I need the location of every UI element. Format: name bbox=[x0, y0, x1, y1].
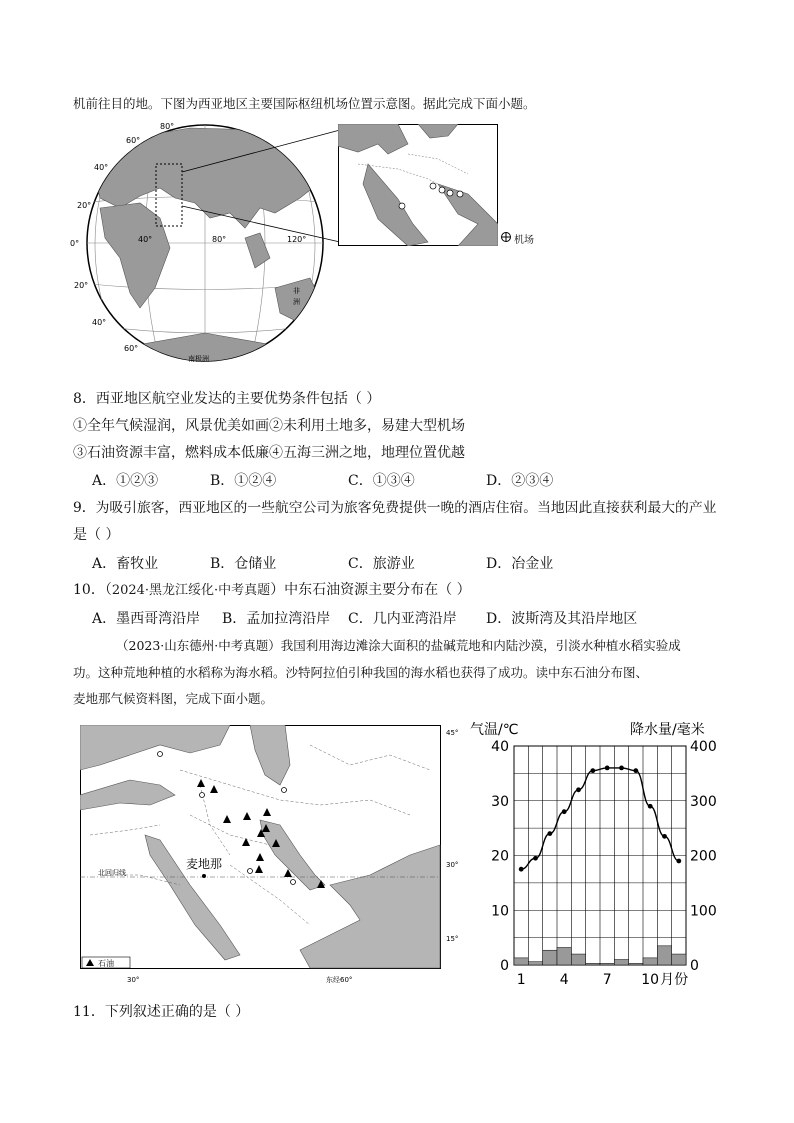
airport-legend-label: 机场 bbox=[514, 235, 534, 246]
q11-stem: 11．下列叙述正确的是（ ） bbox=[73, 1004, 250, 1020]
svg-text:30°: 30° bbox=[446, 861, 459, 869]
medina-label: 麦地那 bbox=[186, 857, 223, 871]
x-tick-label: 4 bbox=[559, 972, 569, 988]
temp-point-12 bbox=[676, 859, 681, 864]
passage-line1: （2023·山东德州·中考真题）我国利用海边滩涂大面积的盐碱荒地和内陆沙漠，引淡水种植水稻实验成 bbox=[116, 638, 681, 653]
q9-option-b[interactable]: B．仓储业 bbox=[210, 556, 277, 572]
chart-left-axis-label: 气温/℃ bbox=[470, 722, 519, 738]
temp-point-3 bbox=[547, 831, 552, 836]
airport-icon bbox=[500, 231, 512, 243]
q8-line2: ③石油资源丰富，燃料成本低廉④五海三洲之地，地理位置优越 bbox=[73, 445, 465, 461]
q9-option-d[interactable]: D．冶金业 bbox=[486, 556, 554, 572]
svg-text:80°: 80° bbox=[212, 235, 227, 244]
precip-bar-9 bbox=[629, 963, 643, 965]
globe-lon-label: 80° bbox=[160, 122, 175, 131]
left-tick-label: 40 bbox=[491, 739, 509, 755]
left-tick-label: 10 bbox=[491, 903, 509, 920]
q9-stem: 9．为吸引旅客，西亚地区的一些航空公司为旅客免费提供一晚的酒店住宿。当地因此直接获利最大的产业 bbox=[73, 500, 717, 516]
precip-bar-6 bbox=[586, 963, 600, 965]
right-tick-label: 300 bbox=[690, 793, 717, 810]
mideast-oil-map bbox=[80, 725, 470, 987]
svg-text:60°: 60° bbox=[124, 344, 139, 353]
precip-bar-1 bbox=[514, 958, 528, 965]
left-tick-label: 30 bbox=[491, 793, 509, 810]
q8-line1: ①全年气候湿润，风景优美如画②未利用土地多，易建大型机场 bbox=[73, 418, 465, 434]
precip-bar-12 bbox=[672, 954, 686, 965]
medina-climate-chart bbox=[470, 712, 730, 997]
intro-text: 机前往目的地。下图为西亚地区主要国际枢纽机场位置示意图。据此完成下面小题。 bbox=[73, 96, 536, 111]
q10-option-a[interactable]: A．墨西哥湾沿岸 bbox=[92, 611, 201, 627]
q10-option-d[interactable]: D．波斯湾及其沿岸地区 bbox=[486, 611, 638, 627]
svg-text:20°: 20° bbox=[74, 281, 89, 290]
precip-bar-10 bbox=[643, 958, 657, 965]
svg-text:0°: 0° bbox=[70, 239, 80, 248]
svg-text:洲: 洲 bbox=[293, 298, 300, 306]
x-tick-label: 1 bbox=[516, 972, 526, 988]
svg-text:15°: 15° bbox=[446, 935, 459, 943]
q8-stem: 8．西亚地区航空业发达的主要优势条件包括（ ） bbox=[73, 391, 381, 407]
svg-text:40°: 40° bbox=[138, 235, 153, 244]
passage-line2: 功。这种荒地种植的水稻称为海水稻。沙特阿拉伯引种我国的海水稻也获得了成功。读中东石油分布图、 bbox=[73, 665, 649, 680]
q8-option-c[interactable]: C．①③④ bbox=[348, 473, 415, 489]
x-tick-label: 10 bbox=[641, 972, 660, 988]
right-tick-label: 400 bbox=[690, 739, 717, 755]
svg-text:45°: 45° bbox=[446, 729, 459, 737]
temp-point-2 bbox=[533, 856, 538, 861]
temp-point-6 bbox=[590, 768, 595, 773]
x-tick-label: 7 bbox=[602, 972, 612, 988]
q9-option-c[interactable]: C．旅游业 bbox=[348, 556, 415, 572]
svg-text:非: 非 bbox=[293, 287, 300, 295]
q8-option-d[interactable]: D．②③④ bbox=[486, 473, 554, 489]
right-tick-label: 0 bbox=[690, 958, 699, 974]
connector-lines bbox=[180, 120, 350, 250]
temp-point-8 bbox=[619, 766, 624, 771]
svg-text:60°: 60° bbox=[126, 136, 141, 145]
x-axis-unit-label: 月份 bbox=[660, 972, 689, 988]
q10-source-tag: 2024·黑龙江绥化·中考真题 bbox=[111, 583, 271, 598]
svg-text:20°: 20° bbox=[77, 201, 92, 210]
temp-point-1 bbox=[519, 867, 524, 872]
precip-bar-7 bbox=[600, 963, 614, 965]
left-tick-label: 0 bbox=[500, 958, 509, 974]
precip-bar-5 bbox=[571, 954, 585, 965]
q9-option-a[interactable]: A．畜牧业 bbox=[92, 556, 159, 572]
left-tick-label: 20 bbox=[491, 848, 509, 865]
passage-line3: 麦地那气候资料图，完成下面小题。 bbox=[73, 691, 274, 706]
q10-option-c[interactable]: C．几内亚湾沿岸 bbox=[348, 611, 457, 627]
right-tick-label: 100 bbox=[690, 903, 717, 920]
svg-text:120°: 120° bbox=[287, 235, 307, 244]
temp-point-10 bbox=[648, 804, 653, 809]
tropic-label: 北回归线 bbox=[98, 869, 126, 877]
temp-point-11 bbox=[662, 834, 667, 839]
q8-option-a[interactable]: A．①②③ bbox=[92, 473, 159, 489]
chart-right-axis-label: 降水量/毫米 bbox=[630, 722, 705, 738]
precip-bar-2 bbox=[528, 962, 542, 965]
svg-text:东经60°: 东经60° bbox=[326, 976, 353, 984]
inset-map bbox=[338, 124, 498, 246]
svg-text:30°: 30° bbox=[127, 976, 140, 984]
temp-point-7 bbox=[605, 766, 610, 771]
svg-text:40°: 40° bbox=[92, 318, 107, 327]
precip-bar-3 bbox=[543, 950, 557, 965]
svg-text:40°: 40° bbox=[94, 163, 109, 172]
q10-option-b[interactable]: B．孟加拉湾沿岸 bbox=[222, 611, 331, 627]
temp-point-4 bbox=[562, 809, 567, 814]
q8-option-b[interactable]: B．①②④ bbox=[210, 473, 277, 489]
precip-bar-8 bbox=[614, 960, 628, 965]
right-tick-label: 200 bbox=[690, 848, 717, 865]
temp-point-5 bbox=[576, 787, 581, 792]
temp-point-9 bbox=[633, 768, 638, 773]
precip-bar-11 bbox=[657, 946, 671, 965]
precip-bar-4 bbox=[557, 947, 571, 965]
q9-stem-cont: 是（ ） bbox=[73, 527, 120, 543]
passage-source-tag: （2023·山东德州·中考真题） bbox=[116, 638, 281, 653]
south-pole-label: 南极洲 bbox=[188, 355, 209, 363]
q10-stem: 10．（2024·黑龙江绥化·中考真题）中东石油资源主要分布在（ ） bbox=[73, 582, 471, 598]
oil-legend-label: 石油 bbox=[98, 959, 114, 968]
